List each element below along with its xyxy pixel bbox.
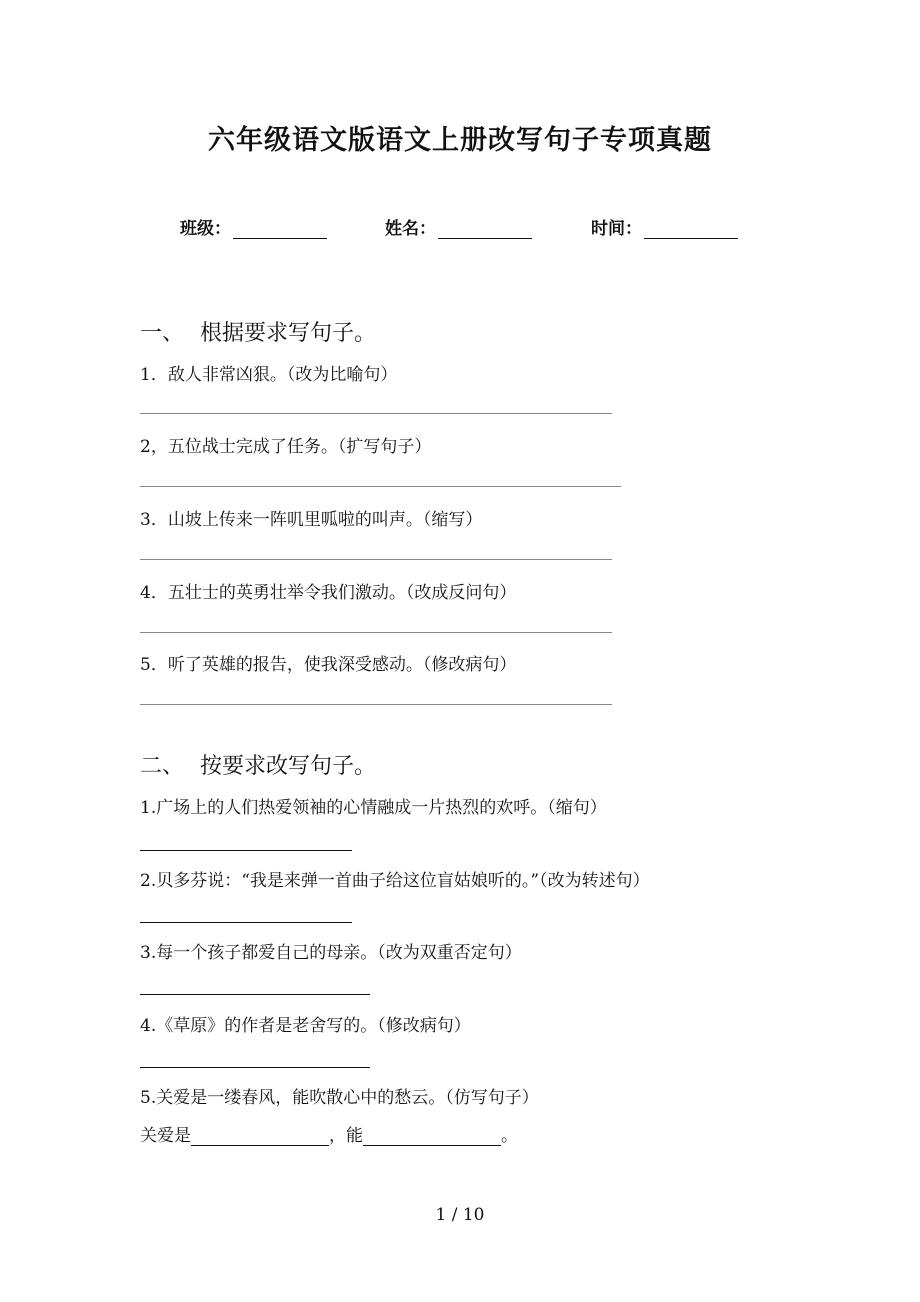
answer-line[interactable]	[140, 632, 612, 633]
section-1-title: 根据要求写句子。	[200, 321, 377, 346]
section-1-question-5: 5．听了英雄的报告，使我深受感动。（修改病句）	[140, 655, 517, 675]
section-1-question-3: 3．山坡上传来一阵叽里呱啦的叫声。（缩写）	[140, 510, 483, 530]
imitation-suffix: 。	[501, 1126, 518, 1146]
name-label: 姓名：	[385, 219, 436, 239]
section-2-number: 二、	[140, 754, 185, 779]
imitation-sentence	[140, 1121, 518, 1146]
time-label: 时间：	[591, 219, 642, 239]
time-field	[591, 214, 738, 239]
time-blank[interactable]	[644, 220, 738, 239]
section-2-title: 按要求改写句子。	[200, 754, 377, 779]
answer-line[interactable]	[140, 486, 621, 487]
section-2-question-3: 3.每一个孩子都爱自己的母亲。（改为双重否定句）	[140, 943, 522, 963]
answer-line[interactable]	[140, 704, 612, 705]
imitation-prefix: 关爱是	[140, 1126, 191, 1146]
answer-line[interactable]	[140, 413, 612, 414]
page-title: 六年级语文版语文上册改写句子专项真题	[208, 125, 712, 156]
section-2-heading	[140, 749, 376, 780]
imitation-blank-1[interactable]	[191, 1127, 329, 1146]
class-label: 班级：	[180, 219, 231, 239]
answer-line[interactable]	[140, 1067, 370, 1068]
section-2-question-5: 5.关爱是一缕春风，能吹散心中的愁云。（仿写句子）	[140, 1088, 539, 1108]
section-2-question-4: 4.《草原》的作者是老舍写的。（修改病句）	[140, 1016, 471, 1036]
answer-line[interactable]	[140, 850, 352, 851]
name-blank[interactable]	[438, 220, 532, 239]
section-1-number: 一、	[140, 321, 185, 346]
imitation-blank-2[interactable]	[363, 1127, 501, 1146]
name-field	[385, 214, 532, 239]
class-blank[interactable]	[233, 220, 327, 239]
imitation-middle: ，能	[329, 1126, 363, 1146]
section-2-question-2: 2.贝多芬说：“我是来弹一首曲子给这位盲姑娘听的。”（改为转述句）	[140, 871, 650, 891]
section-1-heading	[140, 316, 376, 347]
section-1-question-2: 2，五位战士完成了任务。（扩写句子）	[140, 437, 432, 457]
class-field	[180, 214, 327, 239]
section-1-question-1: 1．敌人非常凶狠。（改为比喻句）	[140, 365, 398, 385]
answer-line[interactable]	[140, 559, 612, 560]
page-number: 1 / 10	[435, 1205, 485, 1225]
section-1-question-4: 4．五壮士的英勇壮举令我们激动。（改成反问句）	[140, 583, 517, 603]
answer-line[interactable]	[140, 994, 370, 995]
section-2-question-1: 1.广场上的人们热爱领袖的心情融成一片热烈的欢呼。（缩句）	[140, 798, 607, 818]
answer-line[interactable]	[140, 922, 352, 923]
